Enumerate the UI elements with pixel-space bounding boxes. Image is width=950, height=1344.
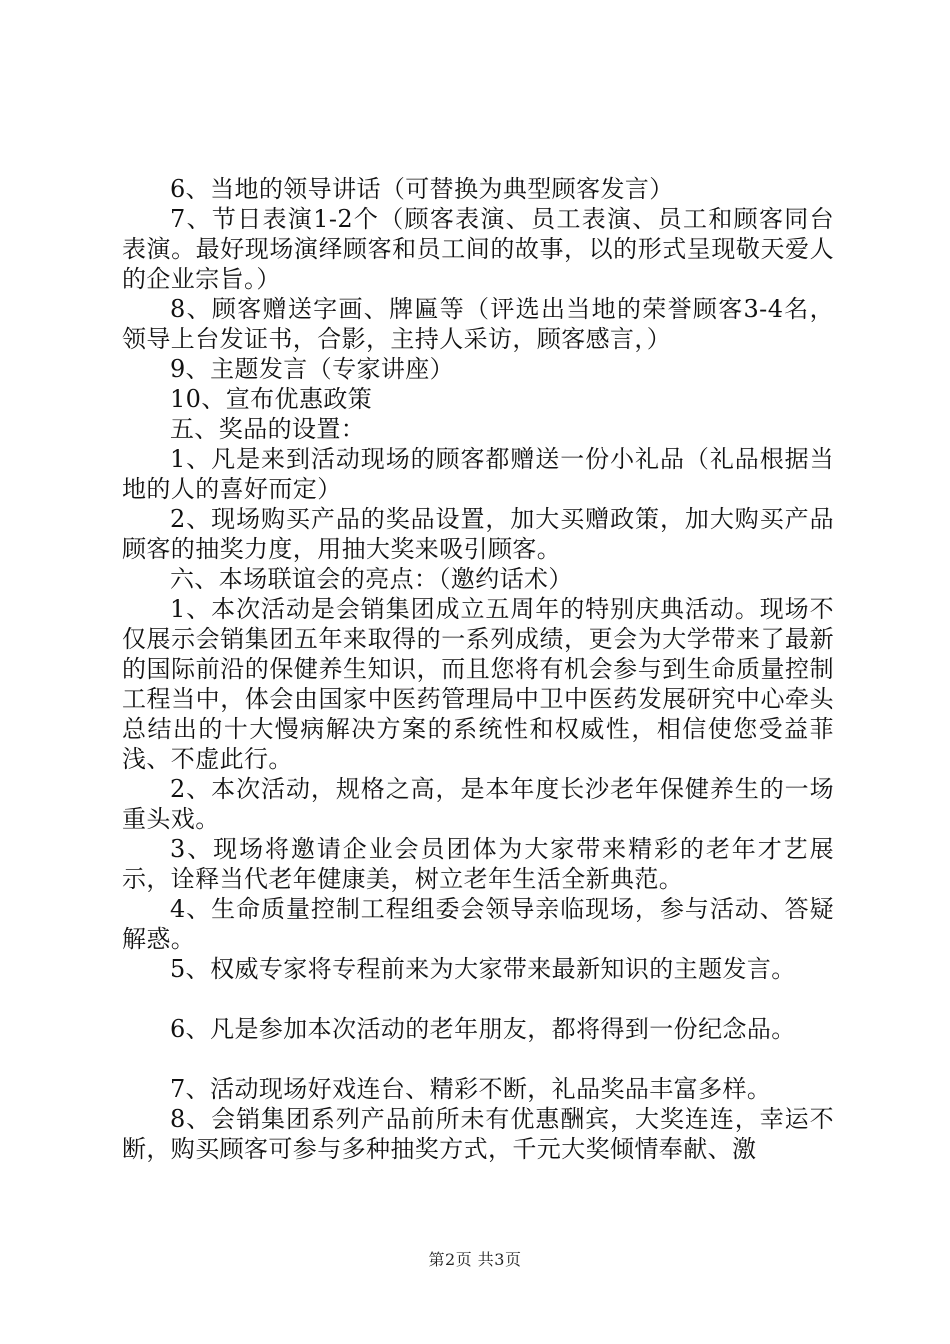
paragraph: 8、顾客赠送字画、牌匾等（评选出当地的荣誉顾客3-4名，领导上台发证书，合影，主持人采访，顾客感言，） [122,295,834,353]
paragraph: 7、节日表演1-2个（顾客表演、员工表演、员工和顾客同台表演。最好现场演绎顾客和员工间的故事，以的形式呈现敬天爱人的企业宗旨。） [122,205,834,293]
page-number-footer: 第2页 共3页 [428,1250,522,1269]
paragraph: 1、本次活动是会销集团成立五周年的特别庆典活动。现场不仅展示会销集团五年来取得的一系列成绩，更会为大学带来了最新的国际前沿的保健养生知识，而且您将有机会参与到生命质量控制工程当中，体会由国家中医药管理局中卫中医药发展研究中心牵头总结出的十大慢病解决方案的系统性和权威性，相信使您受益菲浅、不虚此行。 [122,595,834,773]
paragraph: 7、活动现场好戏连台、精彩不断，礼品奖品丰富多样。 [170,1075,772,1103]
section-heading: 六、本场联谊会的亮点：（邀约话术） [170,565,573,593]
paragraph: 8、会销集团系列产品前所未有优惠酬宾，大奖连连，幸运不断，购买顾客可参与多种抽奖方式，千元大奖倾情奉献、激 [122,1105,834,1163]
document-body [122,174,834,1164]
paragraph: 2、本次活动，规格之高，是本年度长沙老年保健养生的一场重头戏。 [122,775,834,833]
paragraph: 6、凡是参加本次活动的老年朋友，都将得到一份纪念品。 [170,1015,796,1043]
paragraph: 2、现场购买产品的奖品设置，加大买赠政策，加大购买产品顾客的抽奖力度，用抽大奖来吸引顾客。 [122,505,834,563]
paragraph: 1、凡是来到活动现场的顾客都赠送一份小礼品（礼品根据当地的人的喜好而定） [122,445,834,503]
section-heading: 五、奖品的设置： [170,415,366,443]
paragraph: 5、权威专家将专程前来为大家带来最新知识的主题发言。 [170,955,796,983]
paragraph: 9、主题发言（专家讲座） [170,355,455,383]
paragraph: 10、宣布优惠政策 [170,385,373,413]
paragraph: 6、当地的领导讲话（可替换为典型顾客发言） [170,175,674,203]
paragraph: 3、现场将邀请企业会员团体为大家带来精彩的老年才艺展示，诠释当代老年健康美，树立老年生活全新典范。 [122,835,834,893]
paragraph: 4、生命质量控制工程组委会领导亲临现场，参与活动、答疑解惑。 [122,895,834,953]
